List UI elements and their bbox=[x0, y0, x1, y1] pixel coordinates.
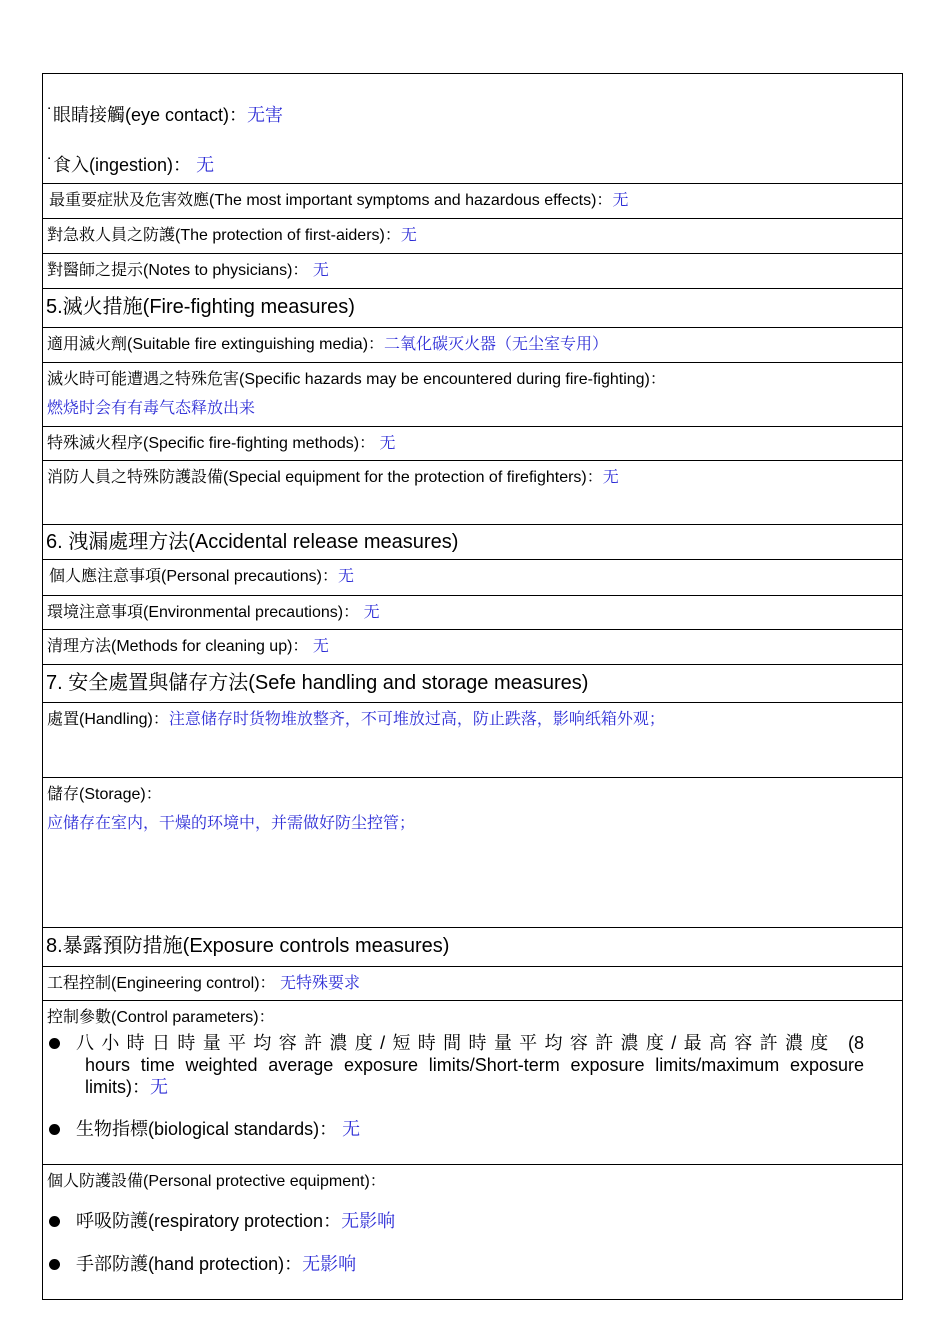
symptoms-value: 无 bbox=[612, 192, 629, 209]
storage-label: 儲存(Storage)： bbox=[47, 786, 162, 803]
personal-precautions-label: 個人應注意事項(Personal precautions)： bbox=[49, 568, 338, 585]
biological-standards-label: 生物指標(biological standards)： bbox=[76, 1119, 338, 1139]
ppe-label: 個人防護設備(Personal protective equipment)： bbox=[47, 1173, 386, 1190]
cleaning-up-row bbox=[43, 630, 902, 665]
biological-standards-line bbox=[76, 1118, 360, 1140]
control-parameters-row bbox=[43, 1001, 902, 1165]
environmental-precautions-row bbox=[43, 596, 902, 630]
extinguishing-media-line bbox=[47, 335, 608, 355]
first-aider-protection-line bbox=[47, 226, 417, 246]
section-6-header bbox=[43, 525, 902, 560]
fire-methods-line bbox=[47, 434, 396, 454]
storage-value: 应储存在室内，干燥的环境中，并需做好防尘控管； bbox=[47, 815, 416, 832]
fire-methods-value: 无 bbox=[379, 435, 396, 452]
specific-hazards-value: 燃烧时会有有毒气态释放出来 bbox=[47, 400, 256, 417]
section-8-header bbox=[43, 928, 902, 967]
environmental-precautions-label: 環境注意事項(Environmental precautions)： bbox=[47, 604, 360, 621]
first-aider-protection-label: 對急救人員之防護(The protection of first-aiders)： bbox=[47, 227, 401, 244]
section-6-title: 6. 洩漏處理方法(Accidental release measures) bbox=[46, 531, 459, 553]
ingestion-value: 无 bbox=[196, 155, 215, 175]
eye-contact-label: ˙眼睛接觸(eye contact)： bbox=[47, 105, 248, 125]
symptoms-label: 最重要症狀及危害效應(The most important symptoms and hazardous effects)： bbox=[49, 192, 613, 209]
fire-methods-row bbox=[43, 427, 902, 461]
hand-protection-line bbox=[76, 1253, 356, 1275]
extinguishing-media-row bbox=[43, 328, 902, 363]
cleaning-up-label: 清理方法(Methods for cleaning up)： bbox=[47, 638, 309, 655]
personal-precautions-value: 无 bbox=[337, 568, 354, 585]
physicians-row bbox=[43, 254, 902, 289]
section-8-title: 8.暴露預防措施(Exposure controls measures) bbox=[46, 935, 450, 957]
eye-contact-value: 无害 bbox=[247, 105, 284, 125]
personal-precautions-line bbox=[49, 567, 354, 587]
sds-table bbox=[42, 73, 903, 1300]
hand-protection-bullet-icon bbox=[49, 1259, 60, 1270]
firefighter-equipment-row bbox=[43, 461, 902, 525]
environmental-precautions-line bbox=[47, 603, 380, 623]
exposure-limits-bullet-icon bbox=[49, 1038, 60, 1049]
respiratory-protection-line bbox=[76, 1210, 395, 1232]
ingestion-label: ˙食入(ingestion)： bbox=[47, 155, 192, 175]
section-5-header bbox=[43, 289, 902, 328]
engineering-control-value: 无特殊要求 bbox=[279, 975, 360, 992]
physicians-value: 无 bbox=[312, 262, 329, 279]
storage-row bbox=[43, 778, 902, 928]
exposure-limits-line-2: hours time weighted average exposure limits/Short-term exposure limits/maximum exposure bbox=[85, 1055, 864, 1075]
ppe-row bbox=[43, 1165, 902, 1299]
first-aider-protection-row bbox=[43, 219, 902, 254]
ingestion-line bbox=[47, 154, 214, 176]
handling-line bbox=[47, 710, 665, 730]
hand-protection-value: 无影响 bbox=[302, 1254, 357, 1274]
physicians-label: 對醫師之提示(Notes to physicians)： bbox=[47, 262, 309, 279]
handling-value: 注意储存时货物堆放整齐，不可堆放过高，防止跌落，影响纸箱外观； bbox=[168, 711, 665, 728]
hand-protection-label: 手部防護(hand protection)： bbox=[76, 1254, 303, 1274]
exposure-limits-line-3-label: limits)： bbox=[85, 1077, 150, 1097]
extinguishing-media-label: 適用滅火劑(Suitable fire extinguishing media)： bbox=[47, 336, 385, 353]
section-5-title: 5.滅火措施(Fire-fighting measures) bbox=[46, 296, 355, 318]
firefighter-equipment-line bbox=[47, 468, 619, 488]
cleaning-up-line bbox=[47, 637, 329, 657]
biological-standards-value: 无 bbox=[342, 1119, 361, 1139]
engineering-control-label: 工程控制(Engineering control)： bbox=[47, 975, 276, 992]
section-7-title: 7. 安全處置與儲存方法(Sefe handling and storage measures) bbox=[46, 672, 589, 694]
symptoms-row bbox=[43, 184, 902, 219]
first-aider-protection-value: 无 bbox=[400, 227, 417, 244]
fire-methods-label: 特殊滅火程序(Specific fire-fighting methods)： bbox=[47, 435, 376, 452]
physicians-line bbox=[47, 261, 329, 281]
symptoms-line bbox=[49, 191, 628, 211]
respiratory-protection-label: 呼吸防護(respiratory protection： bbox=[76, 1211, 342, 1231]
personal-precautions-row bbox=[43, 560, 902, 596]
exposure-limits-value: 无 bbox=[150, 1077, 168, 1097]
exposure-limits-line-1: 八小時日時量平均容許濃度/短時間時量平均容許濃度/最高容許濃度 (8 bbox=[76, 1033, 864, 1053]
specific-hazards-row bbox=[43, 363, 902, 427]
specific-hazards-label: 滅火時可能遭遇之特殊危害(Specific hazards may be encountered during fire-fighting)： bbox=[47, 371, 666, 388]
firefighter-equipment-label: 消防人員之特殊防護設備(Special equipment for the protection of firefighters)： bbox=[47, 469, 603, 486]
respiratory-protection-value: 无影响 bbox=[341, 1211, 396, 1231]
control-parameters-label: 控制參數(Control parameters)： bbox=[47, 1009, 275, 1026]
cleaning-up-value: 无 bbox=[312, 638, 329, 655]
respiratory-protection-bullet-icon bbox=[49, 1216, 60, 1227]
engineering-control-line bbox=[47, 974, 360, 994]
eye-contact-line bbox=[47, 104, 283, 126]
exposure-limits-line-3 bbox=[85, 1076, 864, 1098]
engineering-control-row bbox=[43, 967, 902, 1001]
handling-label: 處置(Handling)： bbox=[47, 711, 169, 728]
firefighter-equipment-value: 无 bbox=[602, 469, 619, 486]
biological-standards-bullet-icon bbox=[49, 1124, 60, 1135]
first-aid-exposure-row bbox=[43, 74, 902, 184]
environmental-precautions-value: 无 bbox=[363, 604, 380, 621]
section-7-header bbox=[43, 665, 902, 703]
handling-row bbox=[43, 703, 902, 778]
extinguishing-media-value: 二氧化碳灭火器（无尘室专用） bbox=[384, 336, 609, 353]
